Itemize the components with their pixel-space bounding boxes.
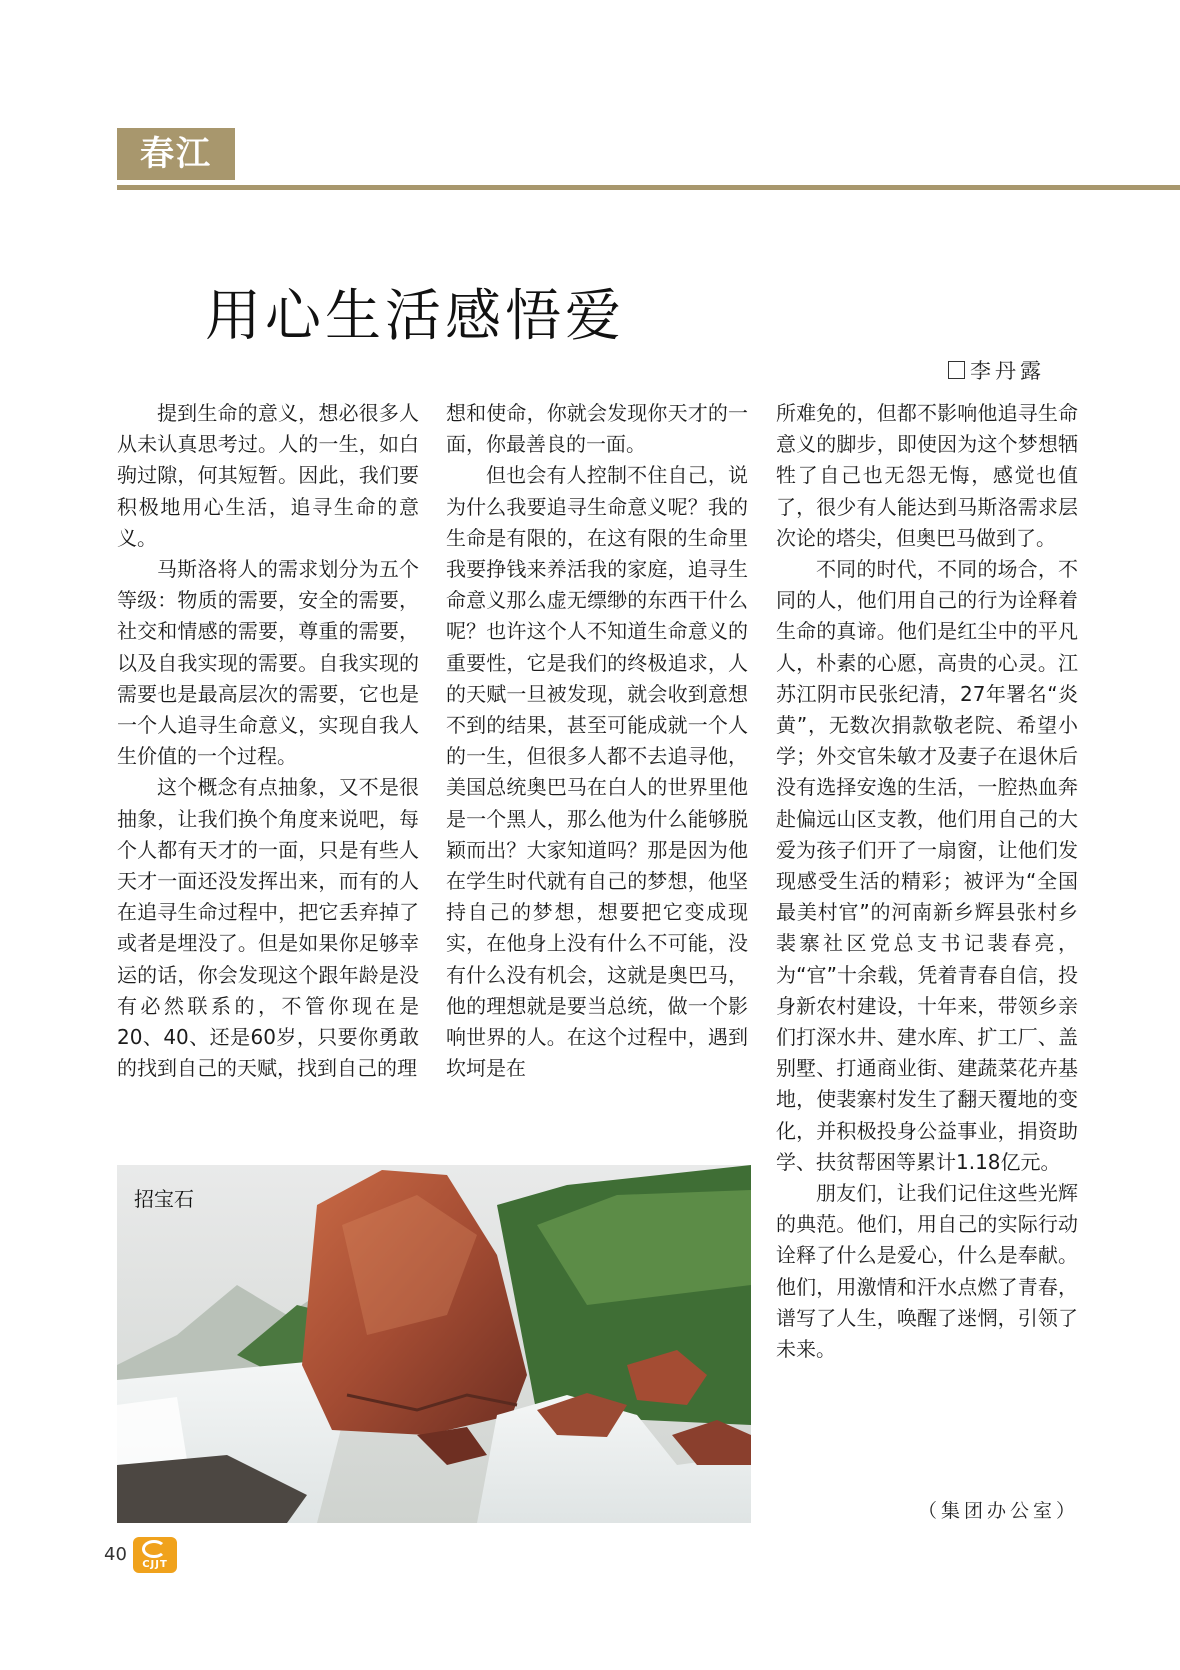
photo-caption: 招宝石: [134, 1187, 194, 1211]
byline-square-icon: [948, 361, 965, 379]
text-column-1: [117, 398, 419, 1084]
paragraph: 所难免的，但都不影响他追寻生命意义的脚步，即使因为这个梦想牺牲了自己也无怨无悔，感觉也值了，很少有人能达到马斯洛需求层次论的塔尖，但奥巴马做到了。: [776, 401, 1078, 550]
page-number: 40: [104, 1544, 127, 1565]
header-rule: [117, 185, 1180, 190]
section-label: 春江: [117, 128, 235, 180]
article-photo: [117, 1165, 751, 1523]
article-title: 用心生活感悟爱: [205, 284, 625, 349]
signoff: （集团办公室）: [918, 1500, 1080, 1522]
paragraph: 朋友们，让我们记住这些光辉的典范。他们，用自己的实际行动诠释了什么是爱心，什么是奉献。他们，用激情和汗水点燃了青春，谱写了人生，唤醒了迷惘，引领了未来。: [776, 1181, 1078, 1362]
text-column-3: [776, 398, 1078, 1365]
paragraph: 但也会有人控制不住自己，说为什么我要追寻生命意义呢？我的生命是有限的，在这有限的生命里我要挣钱来养活我的家庭，追寻生命意义那么虚无缥缈的东西干什么呢？也许这个人不知道生命意义的重要性，它是我们的终极追求，人的天赋一旦被发现，就会收到意想不到的结果，甚至可能成就一个人的一生，但很多人都不去追寻他，美国总统奥巴马在白人的世界里他是一个黑人，那么他为什么能够脱颖而出？大家知道吗？那是因为他在学生时代就有自己的梦想，他坚持自己的梦想，想要把它变成现实，在他身上没有什么不可能，没有什么没有机会，这就是奥巴马，他的理想就是要当总统，做一个影响世界的人。在这个过程中，遇到坎坷是在: [446, 463, 748, 1081]
paragraph: 不同的时代，不同的场合，不同的人，他们用自己的行为诠释着生命的真谛。他们是红尘中的平凡人，朴素的心愿，高贵的心灵。江苏江阴市民张纪清，27年署名“炎黄”，无数次捐款敬老院、希望小学；外交官朱敏才及妻子在退休后没有选择安逸的生活，一腔热血奔赴偏远山区支教，他们用自己的大爱为孩子们开了一扇窗，让他们发现感受生活的精彩；被评为“全国最美村官”的河南新乡辉县张村乡裴寨社区党总支书记裴春亮，为“官”十余载，凭着青春自信，投身新农村建设，十年来，带领乡亲们打深水井、建水库、扩工厂、盖别墅、打通商业街、建蔬菜花卉基地，使裴寨村发生了翻天覆地的变化，并积极投身公益事业，捐资助学、扶贫帮困等累计1.18亿元。: [776, 557, 1078, 1174]
logo-text: CJJT: [142, 1559, 168, 1570]
logo-mark-icon: [142, 1540, 166, 1558]
byline: [948, 355, 1045, 385]
paragraph: 提到生命的意义，想必很多人从未认真思考过。人的一生，如白驹过隙，何其短暂。因此，我们要积极地用心生活，追寻生命的意义。: [117, 401, 419, 550]
paragraph: 这个概念有点抽象，又不是很抽象，让我们换个角度来说吧，每个人都有天才的一面，只是有些人天才一面还没发挥出来，而有的人在追寻生命过程中，把它丢弃掉了或者是埋没了。但是如果你足够幸运的话，你会发现这个跟年龄是没有必然联系的，不管你现在是20、40、还是60岁，只要你勇敢的找到自己的天赋，找到自己的理: [117, 775, 419, 1081]
author-name: 李丹露: [970, 359, 1045, 383]
text-column-2: [446, 398, 748, 1084]
paragraph: 马斯洛将人的需求划分为五个等级：物质的需要，安全的需要，社交和情感的需要，尊重的需要，以及自我实现的需要。自我实现的需要也是最高层次的需要，它也是一个人追寻生命意义，实现自我人生价值的一个过程。: [117, 557, 419, 769]
publisher-logo: [133, 1537, 177, 1573]
paragraph: 想和使命，你就会发现你天才的一面，你最善良的一面。: [446, 401, 748, 457]
waterfall-boulder-illustration: [117, 1165, 751, 1523]
